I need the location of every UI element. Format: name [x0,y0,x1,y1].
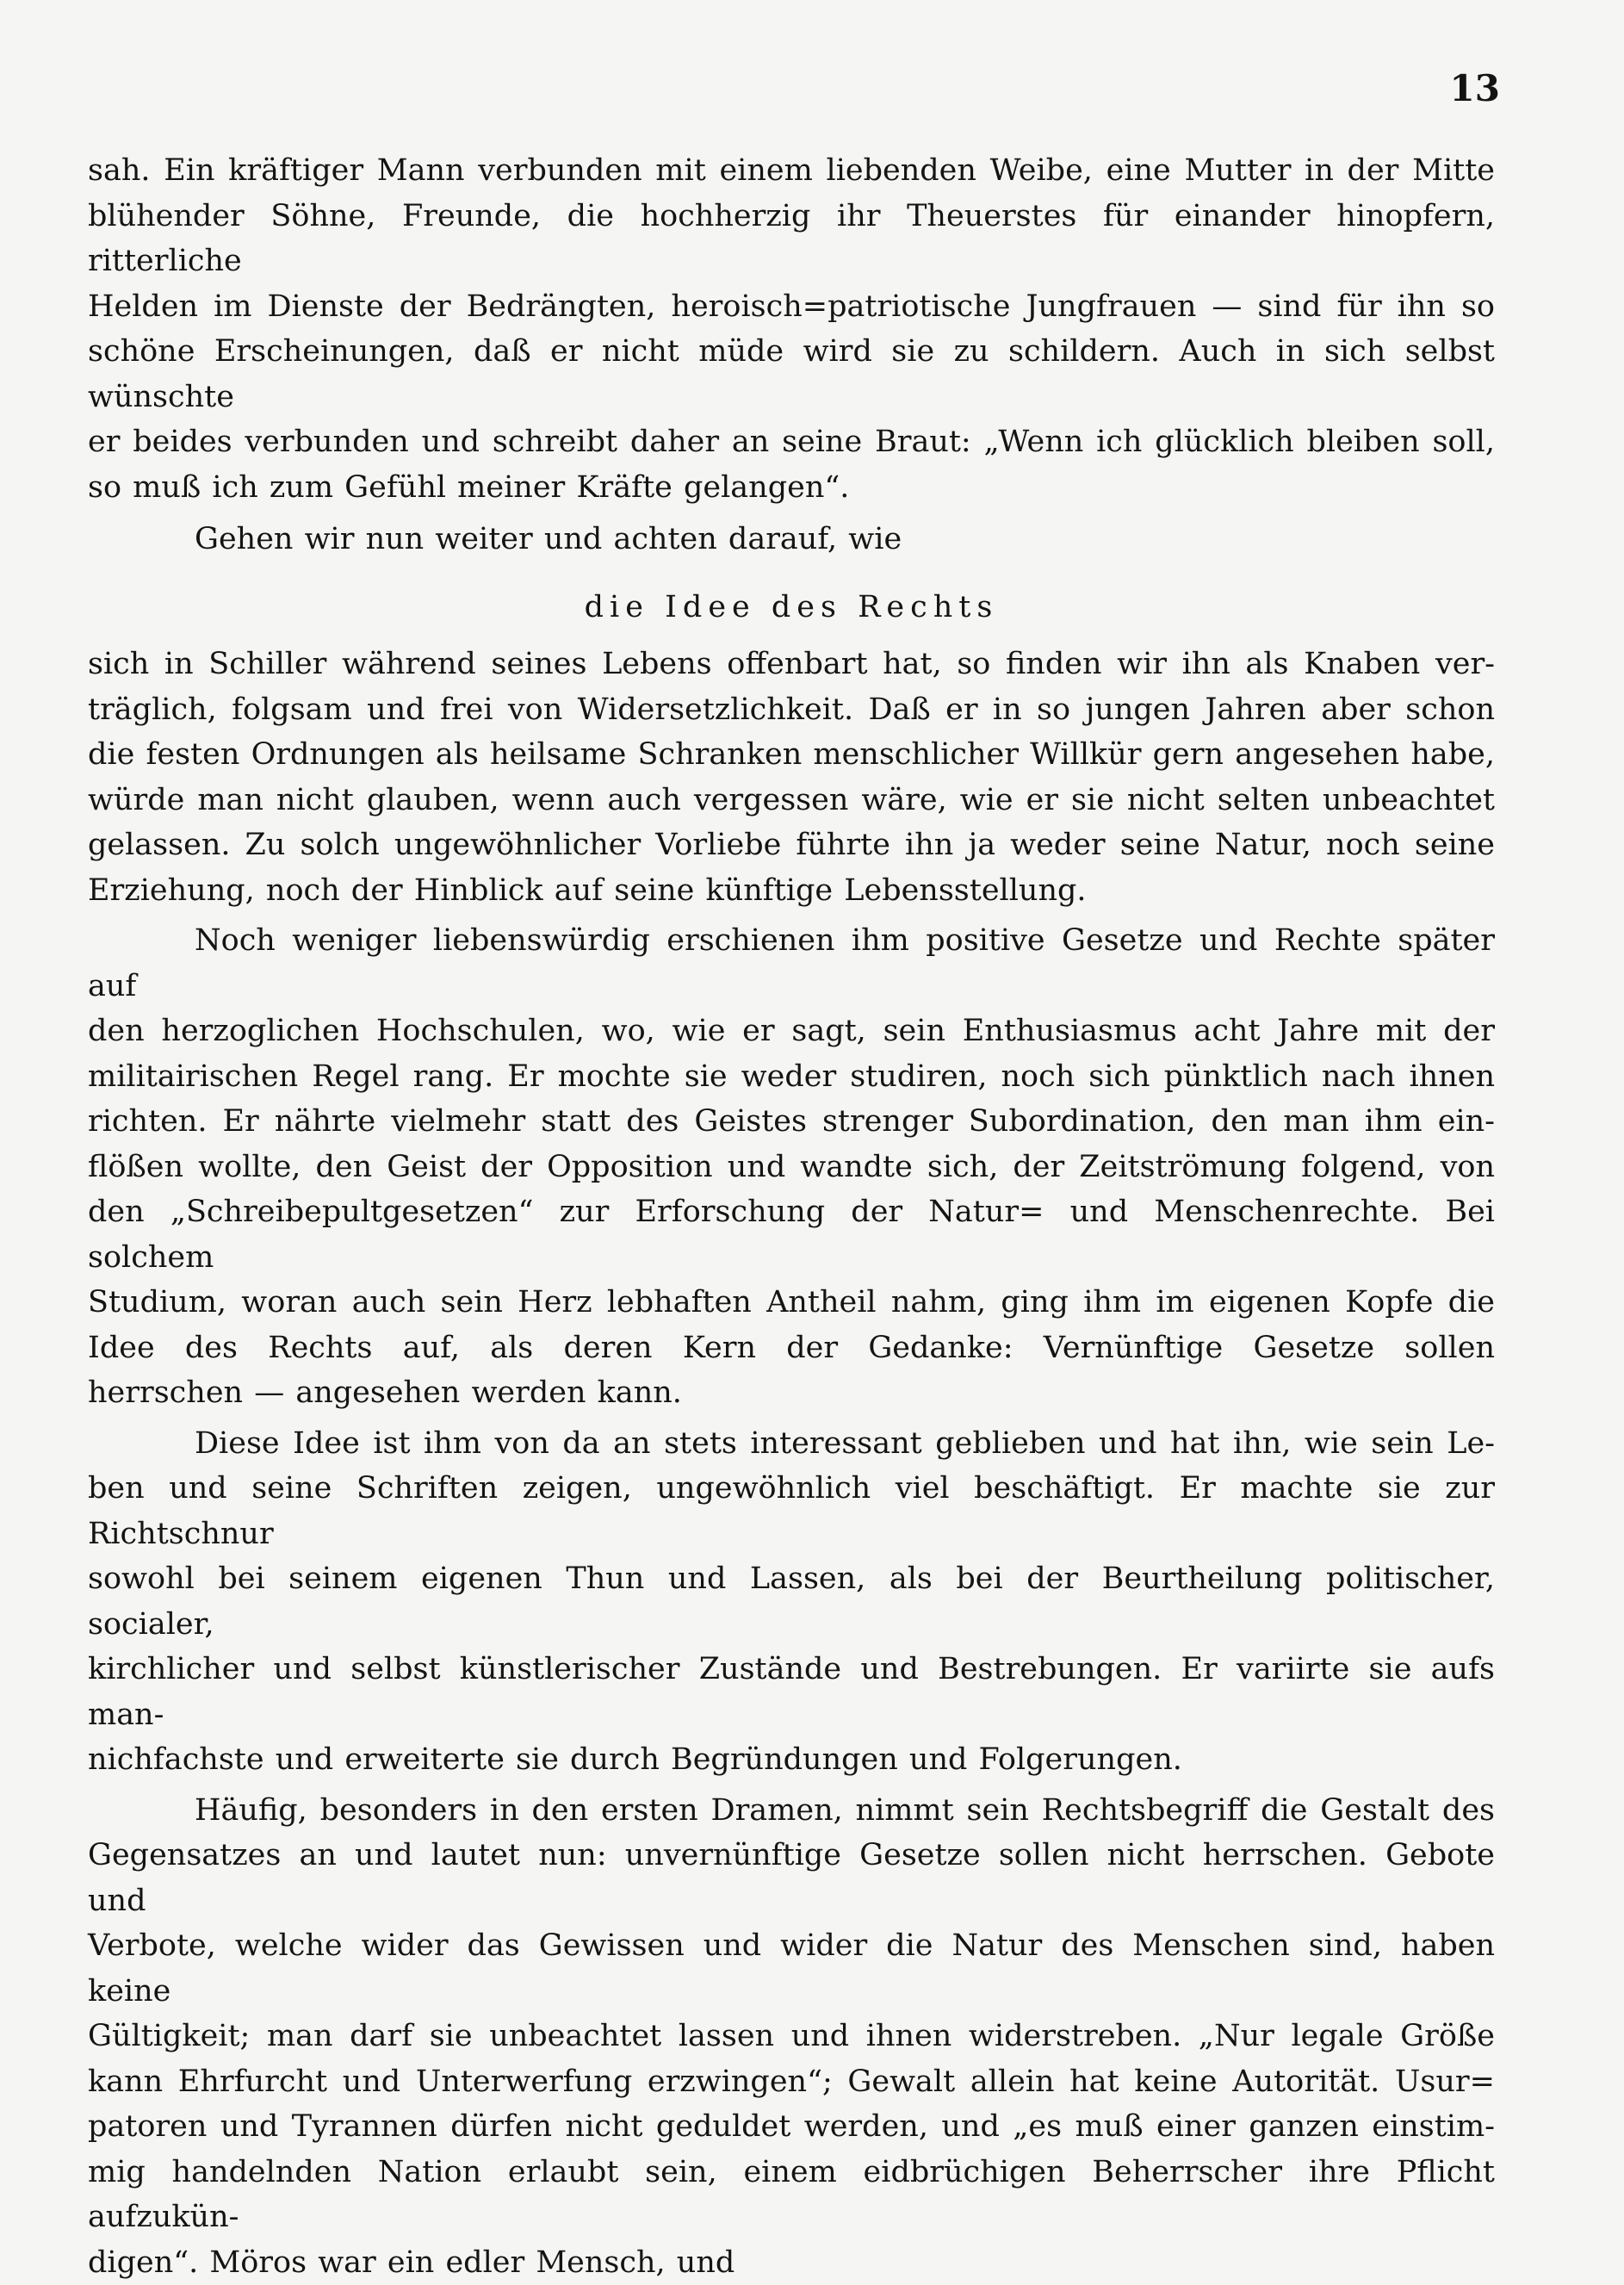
text-line: träglich, folgsam und frei von Widersetzlichkeit. Daß er in so jungen Jahren aber schon [88,687,1495,733]
text-line: Helden im Dienste der Bedrängten, heroisch=patriotische Jungfrauen — sind für ihn so [88,284,1495,330]
paragraph-5 [88,1421,1495,1783]
section-heading: die Idee des Rechts [88,585,1495,630]
text-line: Idee des Rechts auf, als deren Kern der Gedanke: Vernünftige Gesetze sollen [88,1326,1495,1371]
text-line: richten. Er nährte vielmehr statt des Geistes strenger Subordination, den man ihm ein- [88,1099,1495,1145]
text-line: Diese Idee ist ihm von da an stets interessant geblieben und hat ihn, wie sein Le- [88,1421,1495,1467]
text-line: digen“. Möros war ein edler Mensch, und [88,2240,1495,2285]
text-line: nichfachste und erweiterte sie durch Begründungen und Folgerungen. [88,1737,1495,1783]
paragraph-1 [88,148,1495,510]
paragraph-4 [88,918,1495,1416]
text-line: Gegensatzes an und lautet nun: unvernünftige Gesetze sollen nicht herrschen. Gebote und [88,1833,1495,1923]
text-line: patoren und Tyrannen dürfen nicht geduldet werden, und „es muß einer ganzen einstim- [88,2104,1495,2150]
text-line: die festen Ordnungen als heilsame Schranken menschlicher Willkür gern angesehen habe, [88,732,1495,778]
text-line: blühender Söhne, Freunde, die hochherzig ihr Theuerstes für einander hinopfern, ritterliche [88,194,1495,284]
paragraph-2 [88,517,1495,562]
text-line: Studium, woran auch sein Herz lebhaften Antheil nahm, ging ihm im eigenen Kopfe die [88,1280,1495,1326]
page-number: 13 [1450,71,1500,107]
text-line: mig handelnden Nation erlaubt sein, einem eidbrüchigen Beherrscher ihre Pflicht aufzukün- [88,2150,1495,2240]
text-line: herrschen — angesehen werden kann. [88,1370,1495,1416]
text-line: sich in Schiller während seines Lebens offenbart hat, so finden wir ihn als Knaben ver- [88,642,1495,687]
text-line: den „Schreibepultgesetzen“ zur Erforschung der Natur= und Menschenrechte. Bei solchem [88,1189,1495,1280]
text-line: so muß ich zum Gefühl meiner Kräfte gelangen“. [88,465,1495,511]
text-line: Verbote, welche wider das Gewissen und wider die Natur des Menschen sind, haben keine [88,1923,1495,2014]
text-line: gelassen. Zu solch ungewöhnlicher Vorliebe führte ihn ja weder seine Natur, noch seine [88,823,1495,868]
text-line: sah. Ein kräftiger Mann verbunden mit einem liebenden Weibe, eine Mutter in der Mitte [88,148,1495,194]
text-line: den herzoglichen Hochschulen, wo, wie er sagt, sein Enthusiasmus acht Jahre mit der [88,1009,1495,1054]
text-line: militairischen Regel rang. Er mochte sie weder studiren, noch sich pünktlich nach ihnen [88,1054,1495,1100]
text-line: sowohl bei seinem eigenen Thun und Lassen, als bei der Beurtheilung politischer, socialer, [88,1556,1495,1647]
paragraph-6 [88,1788,1495,2285]
text-line: Noch weniger liebenswürdig erschienen ihm positive Gesetze und Rechte später auf [88,918,1495,1009]
text-line: kirchlicher und selbst künstlerischer Zustände und Bestrebungen. Er variirte sie aufs man- [88,1647,1495,1737]
text-line: ben und seine Schriften zeigen, ungewöhnlich viel beschäftigt. Er machte sie zur Richtschnur [88,1466,1495,1556]
text-line: kann Ehrfurcht und Unterwerfung erzwingen“; Gewalt allein hat keine Autorität. Usur= [88,2059,1495,2105]
text-line: Erziehung, noch der Hinblick auf seine künftige Lebensstellung. [88,868,1495,914]
text-line: würde man nicht glauben, wenn auch vergessen wäre, wie er sie nicht selten unbeachtet [88,778,1495,823]
text-line: er beides verbunden und schreibt daher an seine Braut: „Wenn ich glücklich bleiben soll, [88,419,1495,465]
text-line: Gehen wir nun weiter und achten darauf, wie [88,517,1495,562]
text-line: schöne Erscheinungen, daß er nicht müde wird sie zu schildern. Auch in sich selbst wünschte [88,329,1495,419]
paragraph-3 [88,642,1495,913]
text-line: Gültigkeit; man darf sie unbeachtet lassen und ihnen widerstreben. „Nur legale Größe [88,2014,1495,2059]
text-line: flößen wollte, den Geist der Opposition und wandte sich, der Zeitströmung folgend, von [88,1145,1495,1190]
text-line: Häufig, besonders in den ersten Dramen, nimmt sein Rechtsbegriff die Gestalt des [88,1788,1495,1834]
